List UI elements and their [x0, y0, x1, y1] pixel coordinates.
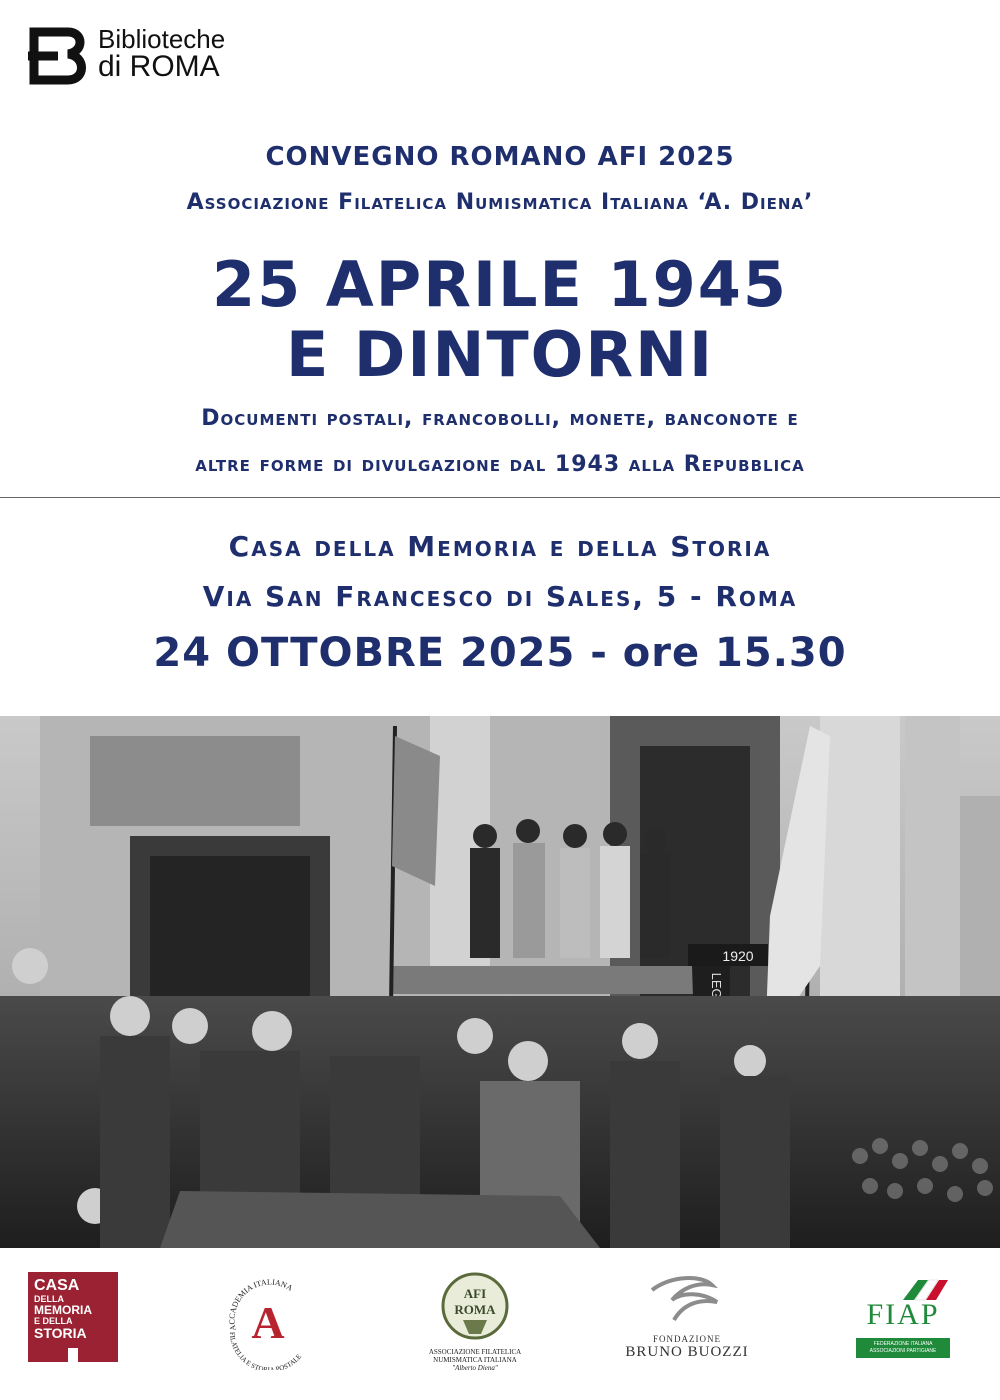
accademia-seal-icon	[218, 1270, 318, 1370]
afi-line2: ROMA	[454, 1302, 496, 1317]
subtitle	[0, 396, 1000, 488]
casa-door-icon	[68, 1348, 78, 1362]
buozzi-wave-icon	[612, 1270, 762, 1330]
fiap-caption1: FEDERAZIONE ITALIANA	[873, 1341, 933, 1347]
afi-roma-logo	[415, 1270, 535, 1370]
fiap-caption2: ASSOCIAZIONI PARTIGIANE	[869, 1348, 937, 1354]
convegno-title: CONVEGNO ROMANO AFI 2025	[265, 142, 735, 172]
fondazione-buozzi-logo	[612, 1270, 762, 1370]
casa-memoria-logo	[28, 1270, 118, 1370]
crowd-scene-illustration	[0, 716, 1000, 1248]
venue	[0, 522, 1000, 622]
accademia-italiana-logo	[218, 1270, 318, 1370]
casa-line1: CASA	[34, 1277, 80, 1294]
logo-line1: Biblioteche	[98, 24, 226, 54]
casa-line5: STORIA	[34, 1325, 87, 1341]
accademia-letter: A	[251, 1297, 285, 1348]
main-title-line1: 25 APRILE 1945	[211, 248, 789, 321]
venue-line1: Casa della Memoria e della Storia	[228, 530, 772, 563]
afi-caption3: "Alberto Diena"	[452, 1364, 498, 1372]
afi-roma-seal-icon	[415, 1270, 535, 1346]
fiap-logo	[848, 1270, 958, 1370]
afi-line1: AFI	[463, 1286, 487, 1301]
subtitle-line1: Documenti postali, francobolli, monete, banconote e	[201, 406, 799, 431]
afi-caption1: ASSOCIAZIONE FILATELICA	[428, 1348, 522, 1356]
afi-caption2: NUMISMATICA ITALIANA	[433, 1356, 517, 1364]
accademia-bottom-text: FILATELIA E STORIA POSTALE	[227, 1331, 304, 1370]
casa-line3: MEMORIA	[34, 1303, 92, 1317]
buozzi-line1: FONDAZIONE	[653, 1334, 721, 1344]
casa-line4: E DELLA	[34, 1316, 73, 1326]
venue-line2: Via San Francesco di Sales, 5 - Roma	[202, 580, 798, 613]
biblioteche-di-roma-logo	[28, 26, 268, 88]
main-title-line2: E DINTORNI	[285, 318, 715, 391]
accademia-arc-text: ACCADEMIA ITALIANA	[227, 1277, 295, 1332]
historical-photo	[0, 716, 1000, 1248]
buozzi-line2: BRUNO BUOZZI	[625, 1344, 749, 1360]
subtitle-line2: altre forme di divulgazione dal 1943 alla Repubblica	[195, 452, 805, 477]
biblioteche-mark-icon	[28, 26, 92, 86]
fiap-name: FIAP	[866, 1298, 940, 1331]
divider	[0, 497, 1000, 498]
main-title	[0, 250, 1000, 390]
event-date: 24 OTTOBRE 2025 - ore 15.30	[153, 630, 847, 676]
casa-line2: DELLA	[34, 1294, 64, 1304]
logo-line2: di ROMA	[98, 50, 220, 83]
associazione-name: Associazione Filatelica Numismatica Italiana ‘A. Diena’	[186, 190, 814, 215]
banner-year: 1920	[722, 948, 754, 964]
